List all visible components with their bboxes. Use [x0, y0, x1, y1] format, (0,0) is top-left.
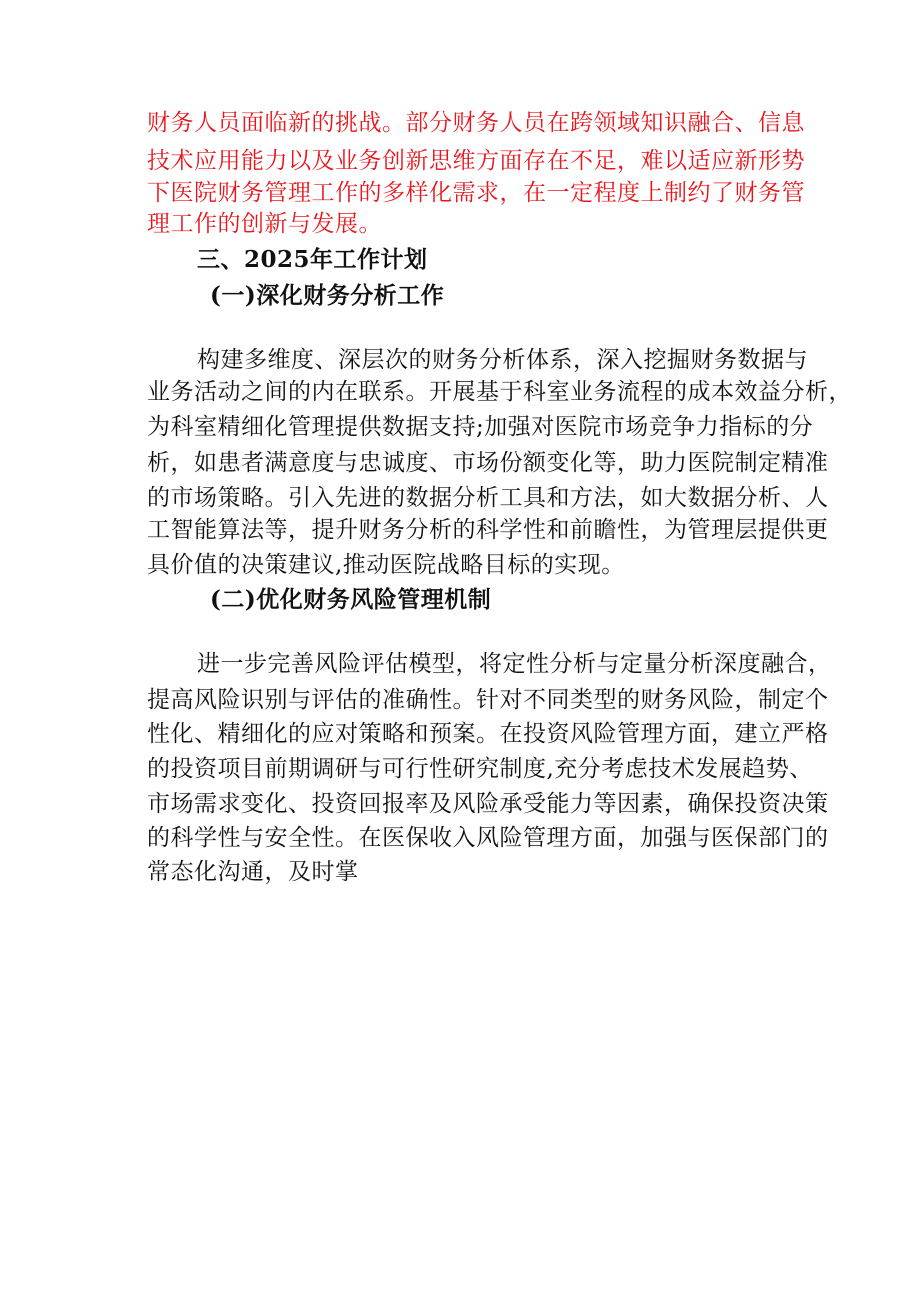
- subsection-1-line-3: 为科室精细化管理提供数据支持;加强对医院市场竞争力指标的分: [147, 414, 814, 440]
- subsection-2-line-3: 性化、精细化的应对策略和预案。在投资风险管理方面，建立严格: [147, 721, 829, 747]
- subsection-2-line-5: 市场需求变化、投资回报率及风险承受能力等因素，确保投资决策: [147, 791, 829, 817]
- subsection-1-line-7: 具价值的决策建议,推动医院战略目标的实现。: [147, 552, 625, 578]
- subsection-1-line-6: 工智能算法等，提升财务分析的科学性和前瞻性，为管理层提供更: [147, 517, 829, 543]
- intro-line-3: 下医院财务管理工作的多样化需求，在一定程度上制约了财务管: [147, 180, 805, 206]
- subsection-1-line-1: 构建多维度、深层次的财务分析体系，深入挖掘财务数据与: [197, 347, 808, 373]
- subsection-2-line-6: 的科学性与安全性。在医保收入风险管理方面，加强与医保部门的: [147, 825, 829, 851]
- intro-line-2: 技术应用能力以及业务创新思维方面存在不足，难以适应新形势: [147, 148, 805, 174]
- subsection-1-line-4: 析，如患者满意度与忠诚度、市场份额变化等，助力医院制定精准: [147, 450, 829, 476]
- subsection-2-line-2: 提高风险识别与评估的准确性。针对不同类型的财务风险，制定个: [147, 687, 829, 713]
- intro-line-1: 财务人员面临新的挑战。部分财务人员在跨领域知识融合、信息: [147, 110, 805, 136]
- subsection-2-line-7: 常态化沟通，及时掌: [147, 859, 359, 885]
- subsection-1-title: (一)深化财务分析工作: [210, 282, 445, 309]
- subsection-1-line-2: 业务活动之间的内在联系。开展基于科室业务流程的成本效益分析，: [147, 379, 852, 405]
- subsection-2-line-4: 的投资项目前期调研与可行性研究制度,充分考虑技术发展趋势、: [147, 756, 813, 782]
- intro-line-4: 理工作的创新与发展。: [147, 211, 382, 237]
- subsection-2-title: (二)优化财务风险管理机制: [210, 586, 492, 613]
- section-heading: 三、2025年工作计划: [197, 246, 428, 273]
- subsection-2-line-1: 进一步完善风险评估模型，将定性分析与定量分析深度融合，: [197, 651, 832, 677]
- subsection-1-line-5: 的市场策略。引入先进的数据分析工具和方法，如大数据分析、人: [147, 485, 829, 511]
